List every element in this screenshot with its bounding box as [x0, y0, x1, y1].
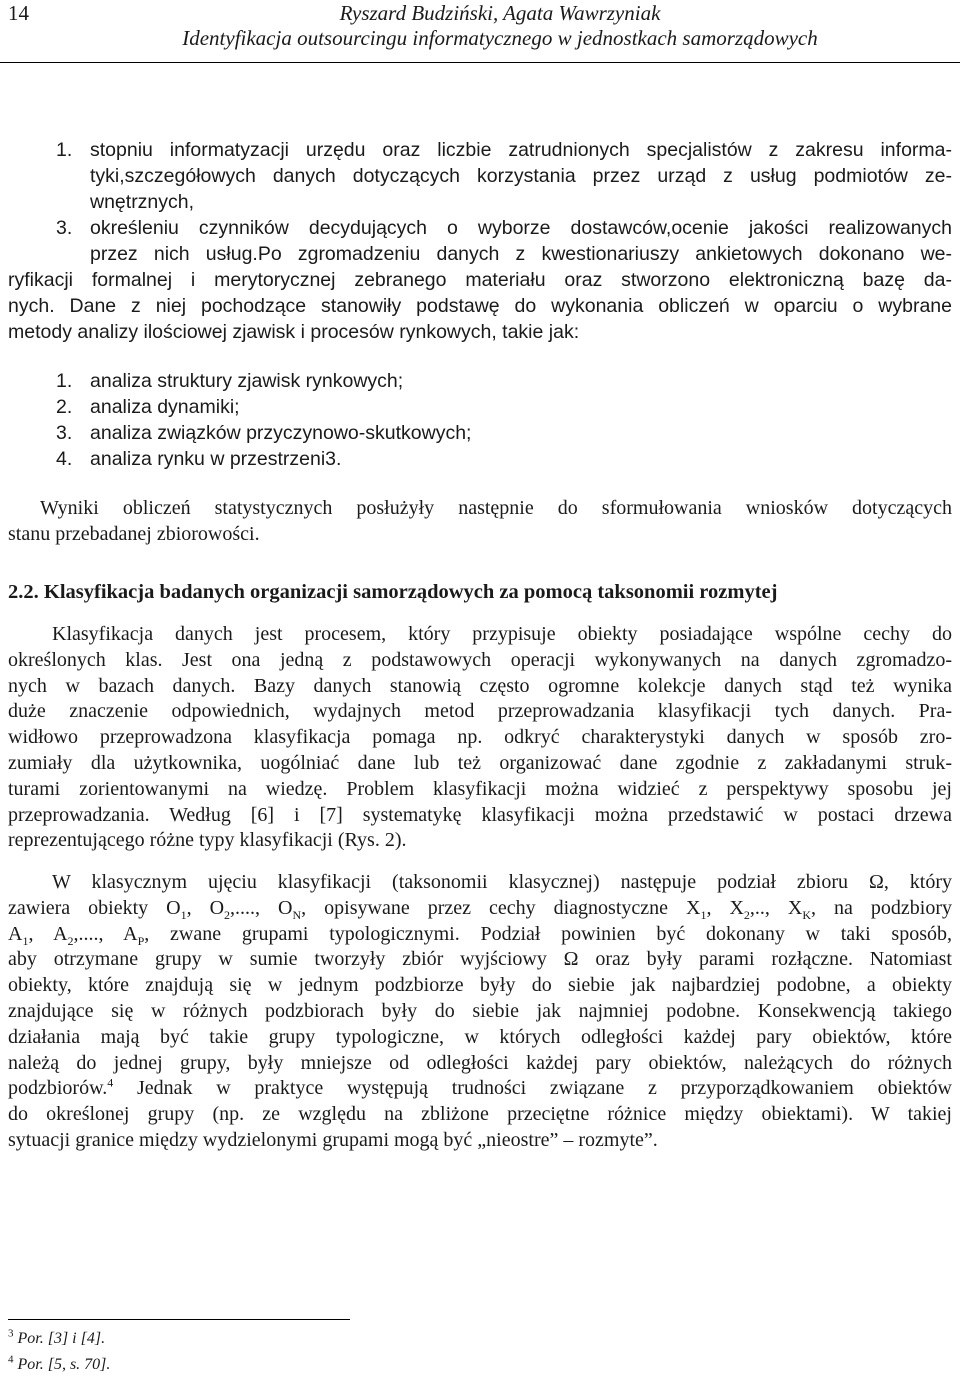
- paragraph-line: Klasyfikacja danych jest procesem, który przypisuje obiekty posiadające wspólne cechy do: [52, 623, 952, 645]
- footnote-ref[interactable]: 4: [107, 1075, 114, 1090]
- paragraph-line: nych. Dane z niej pochodzące stanowiły podstawę do wykonania obliczeń w oparciu o wybrane: [8, 295, 952, 317]
- footnote-rule: [8, 1319, 350, 1320]
- paragraph-line: Wyniki obliczeń statystycznych posłużyły następnie do sformułowania wniosków dotyczących: [40, 497, 952, 519]
- list-item-continuation: przez nich usług.Po zgromadzeniu danych z kwestionariuszy ankietowych dokonano we-: [90, 243, 952, 265]
- footnote: $^3$ Por. [3] i [4].: [8, 1327, 106, 1347]
- paragraph-line: działania mają być takie grupy typologiczne, w których odległości każdej pary obiektów, które: [8, 1025, 952, 1048]
- paragraph-line: duże znaczenie odpowiednich, wydajnych metod przeprowadzania klasyfikacji tych danych. Pra-: [8, 700, 952, 723]
- results-paragraph: [8, 496, 952, 548]
- paragraph-line: widłowo przeprowadzona klasyfikacja pomaga np. odkryć charakterystyki danych w sposób zro-: [8, 726, 952, 749]
- list-item: 1. stopniu informatyzacji urzędu oraz liczbie zatrudnionych specjalistów z zakresu informa-: [56, 139, 952, 161]
- paragraph-line: nych w bazach danych. Bazy danych stanowią często ogromne kolekcje danych stąd też wynika: [8, 674, 952, 697]
- paragraph-line: obiekty, które znajdują się w jednym podzbiorze były do siebie jak najbardziej podobne, a obiekty: [8, 974, 952, 997]
- method-list: [8, 137, 952, 345]
- paragraph-line: określonych klas. Jest ona jedną z podstawowych operacji wykonywanych na danych zgromadzo-: [8, 648, 952, 671]
- paragraph-line: do określonej grupy (np. ze względu na zbliżone przeciętne różnice między obiektami). W takiej: [8, 1103, 952, 1126]
- page-header: [0, 0, 960, 62]
- paragraph-line: sytuacji granice między wydzielonymi grupami mogą być „nieostre” – rozmyte”.: [8, 1128, 658, 1151]
- paragraph-line: ryfikacji formalnej i merytorycznej zebranego materiału oraz stworzono elektroniczną bazę da-: [8, 269, 952, 291]
- paragraph-line: zawiera obiekty $O_1$, $O_2$,...., $O_N$, opisywane przez cechy diagnostyczne $X_1$, $X_2$,.., $X_K$, na podzbiory: [8, 896, 953, 922]
- paragraph-line: metody analizy ilościowej zjawisk i procesów rynkowych, takie jak:: [8, 321, 580, 343]
- section-heading: [8, 579, 952, 605]
- list-item: 4. analiza rynku w przestrzeni3.: [56, 448, 342, 470]
- paragraph-line: turami zorientowanymi na wiedzę. Problem klasyfikacji można widzieć z perspektywy sposobu jej: [8, 777, 952, 800]
- list-item-continuation: wnętrznych,: [90, 191, 195, 213]
- paragraph-line: przeprowadzania. Według [6] i [7] systematykę klasyfikacji można przedstawić w postaci drzewa: [8, 803, 952, 826]
- section-title: Klasyfikacja badanych organizacji samorządowych za pomocą taksonomii rozmytej: [43, 581, 778, 603]
- list-item: 2. analiza dynamiki;: [56, 396, 240, 418]
- classification-paragraph: [8, 622, 952, 854]
- list-item: 1. analiza struktury zjawisk rynkowych;: [56, 370, 404, 392]
- list-item: 3. analiza związków przyczynowo-skutkowych;: [56, 422, 472, 444]
- paragraph-line: podzbiorów.$^4$ Jednak w praktyce występują trudności związane z przyporządkowaniem obiektów: [8, 1075, 952, 1100]
- paragraph-line: zumiały dla użytkownika, uogólniać dane lub też organizować dane zgodnie z zakładanymi struk-: [8, 751, 952, 774]
- paragraph-line: $A_1$, $A_2$,...., $A_P$, zwane grupami typologicznymi. Podział powinien być dokonany w taki sposób,: [8, 922, 953, 948]
- paragraph-line: aby otrzymane grupy w sumie tworzyły zbiór wyjściowy Ω oraz były parami rozłączne. Natomiast: [8, 948, 952, 971]
- paragraph-line: znajdujące się w różnych podzbiorach były do siebie jak najmniej podobne. Konsekwencją takiego: [8, 999, 952, 1022]
- header-title: Identyfikacja outsourcingu informatycznego w jednostkach samorządowych: [182, 26, 818, 50]
- section-number: 2.2.: [8, 581, 39, 603]
- paragraph-line: należą do jednej grupy, były mniejsze od odległości każdej pary obiektów, należących do różnych: [8, 1051, 952, 1074]
- header-authors: Ryszard Budziński, Agata Wawrzyniak: [339, 1, 661, 25]
- paragraph-line: stanu przebadanej zbiorowości.: [8, 522, 260, 545]
- taxonomy-paragraph: [8, 870, 952, 1154]
- footnote: $^4$ Por. [5, s. 70].: [8, 1353, 111, 1373]
- analysis-list: [8, 368, 952, 472]
- list-item-continuation: tyki,szczegółowych danych dotyczących korzystania przez urząd z usług podmiotów ze-: [90, 165, 952, 187]
- list-item: 3. określeniu czynników decydujących o wyborze dostawców,ocenie jakości realizowanych: [56, 217, 952, 239]
- header-rule: [0, 62, 960, 63]
- page-number: 14: [8, 1, 29, 25]
- paragraph-line: W klasycznym ujęciu klasyfikacji (taksonomii klasycznej) następuje podział zbioru Ω, który: [52, 871, 952, 893]
- paragraph-line: reprezentującego różne typy klasyfikacji (Rys. 2).: [8, 829, 407, 852]
